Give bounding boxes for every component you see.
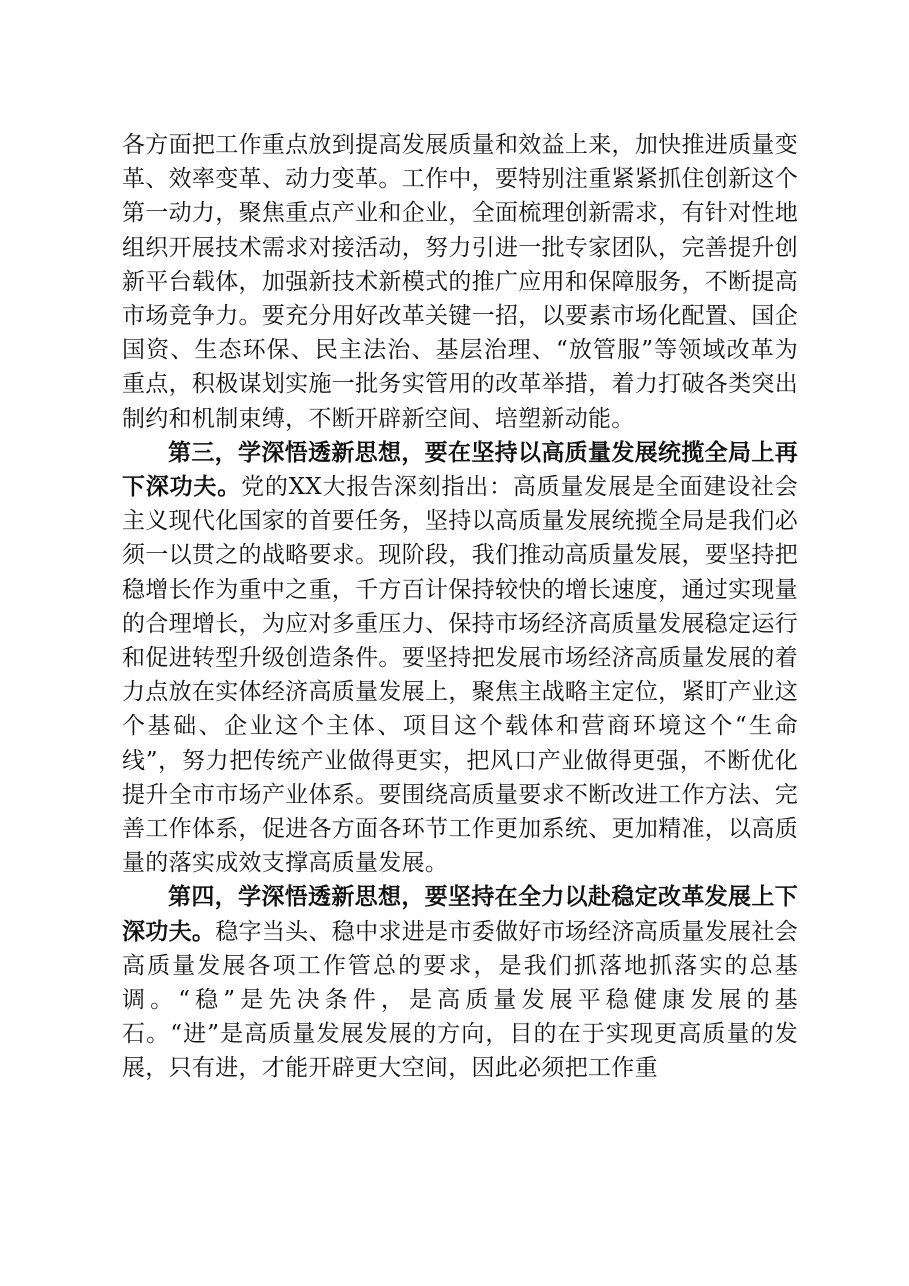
paragraph-heading: 第四，学深悟透新思想，要坚持在全力以赴稳定改革发展上下深功夫。	[122, 883, 798, 945]
document-page	[122, 128, 798, 1086]
paragraph-body: 各方面把工作重点放到提高发展质量和效益上来，加快推进质量变革、效率变革、动力变革。工作中，要特别注重紧紧抓住创新这个第一动力，聚焦重点产业和企业，全面梳理创新需求，有针对性地组织开展技术需求对接活动，努力引进一批专家团队，完善提升创新平台载体，加强新技术新模式的推广应用和保障服务，不断提高市场竞争力。要充分用好改革关键一招，以要素市场化配置、国企国资、生态环保、民主法治、基层治理、“放管服”等领域改革为重点，积极谋划实施一批务实管用的改革举措，着力打破各类突出制约和机制束缚，不断开辟新空间、培塑新动能。	[122, 132, 798, 432]
paragraph-heading: 第三，学深悟透新思想，要在坚持以高质量发展统揽全局上再下深功夫。	[122, 438, 798, 501]
paragraph-fourth-point	[122, 880, 798, 1085]
paragraph-third-point	[122, 436, 798, 881]
paragraph-body: 党的XX大报告深刻指出：高质量发展是全面建设社会主义现代化国家的首要任务，坚持以高质量发展统揽全局是我们必须一以贯之的战略要求。现阶段，我们推动高质量发展，要坚持把稳增长作为重中之重，千方百计保持较快的增长速度，通过实现量的合理增长，为应对多重压力、保持市场经济高质量发展稳定运行和促进转型升级创造条件。要坚持把发展市场经济高质量发展的着力点放在实体经济高质量发展上，聚焦主战略主定位，紧盯产业这个基础、企业这个主体、项目这个载体和营商环境这个“生命线”，努力把传统产业做得更实，把风口产业做得更强，不断优化提升全市市场产业体系。要围绕高质量要求不断改进工作方法、完善工作体系，促进各方面各环节工作更加系统、更加精准，以高质量的落实成效支撑高质量发展。	[122, 474, 799, 877]
paragraph-continuation	[122, 128, 798, 436]
paragraph-body: 稳字当头、稳中求进是市委做好市场经济高质量发展社会高质量发展各项工作管总的要求，是我们抓落地抓落实的总基调。“稳”是先决条件，是高质量发展平稳健康发展的基石。“进”是高质量发展发展的方向，目的在于实现更高质量的发展，只有进，才能开辟更大空间，因此必须把工作重	[122, 918, 799, 1082]
